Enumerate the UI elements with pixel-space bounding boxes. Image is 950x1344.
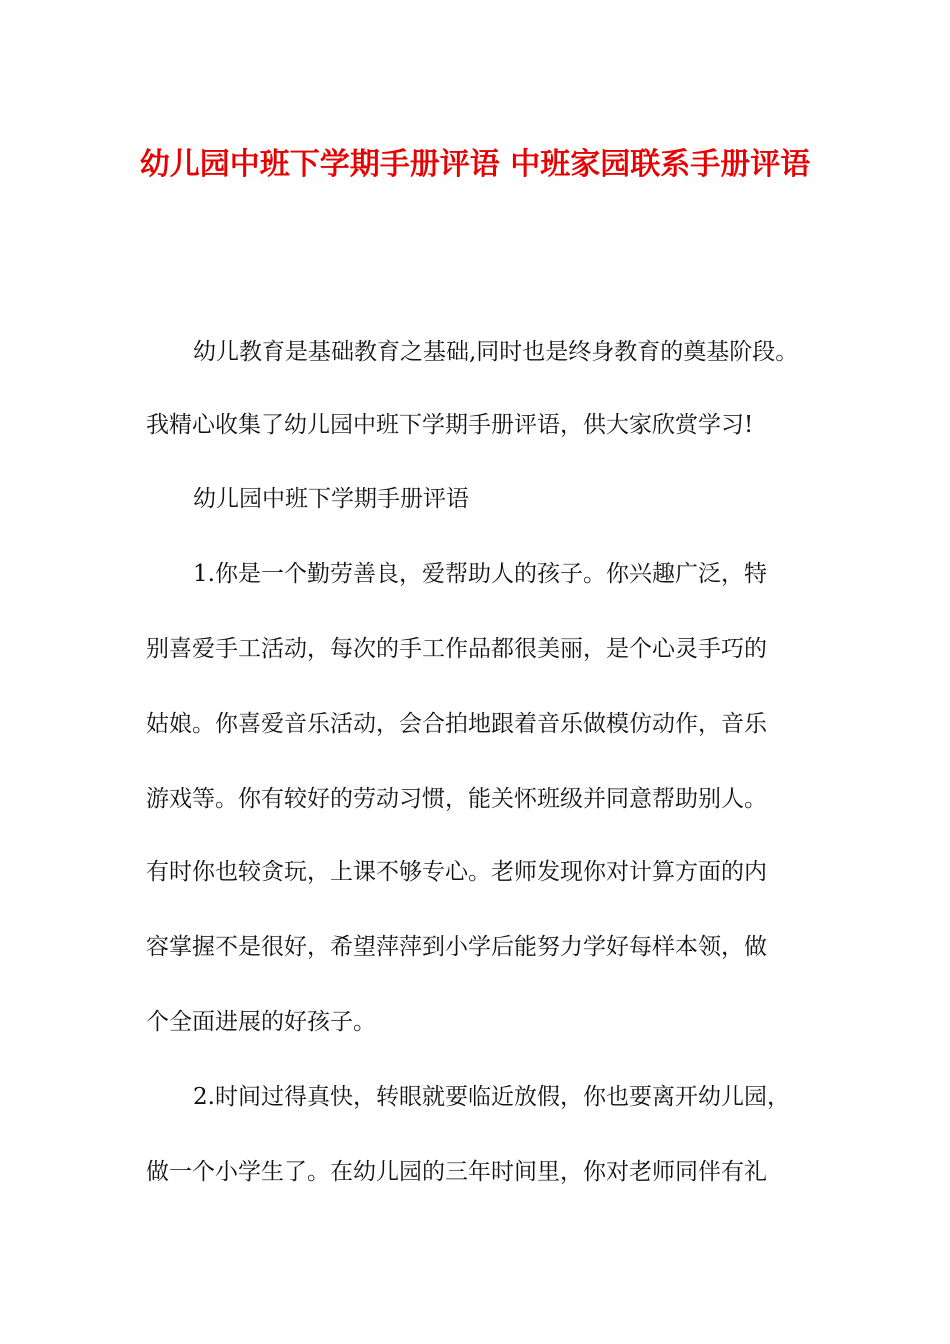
paragraph-line: 游戏等。你有较好的劳动习惯，能关怀班级并同意帮助别人。 xyxy=(146,786,767,812)
section-heading: 幼儿园中班下学期手册评语 xyxy=(193,486,469,512)
paragraph-line: 个全面进展的好孩子。 xyxy=(146,1009,376,1035)
paragraph-line: 容掌握不是很好，希望萍萍到小学后能努力学好每样本领，做 xyxy=(146,934,767,960)
paragraph-line: 我精心收集了幼儿园中班下学期手册评语，供大家欣赏学习! xyxy=(146,412,754,438)
paragraph-line: 有时你也较贪玩，上课不够专心。老师发现你对计算方面的内 xyxy=(146,859,767,885)
document-title: 幼儿园中班下学期手册评语 中班家园联系手册评语 xyxy=(139,147,811,182)
paragraph-line: 1.你是一个勤劳善良，爱帮助人的孩子。你兴趣广泛，特 xyxy=(193,561,767,587)
paragraph-line: 别喜爱手工活动，每次的手工作品都很美丽，是个心灵手巧的 xyxy=(146,636,767,662)
paragraph-line: 2.时间过得真快，转眼就要临近放假，你也要离开幼儿园， xyxy=(193,1084,790,1110)
paragraph-line: 姑娘。你喜爱音乐活动，会合拍地跟着音乐做模仿动作，音乐 xyxy=(146,711,767,737)
paragraph-line: 做一个小学生了。在幼儿园的三年时间里，你对老师同伴有礼 xyxy=(146,1159,767,1185)
paragraph-line: 幼儿教育是基础教育之基础,同时也是终身教育的奠基阶段。 xyxy=(193,339,799,365)
